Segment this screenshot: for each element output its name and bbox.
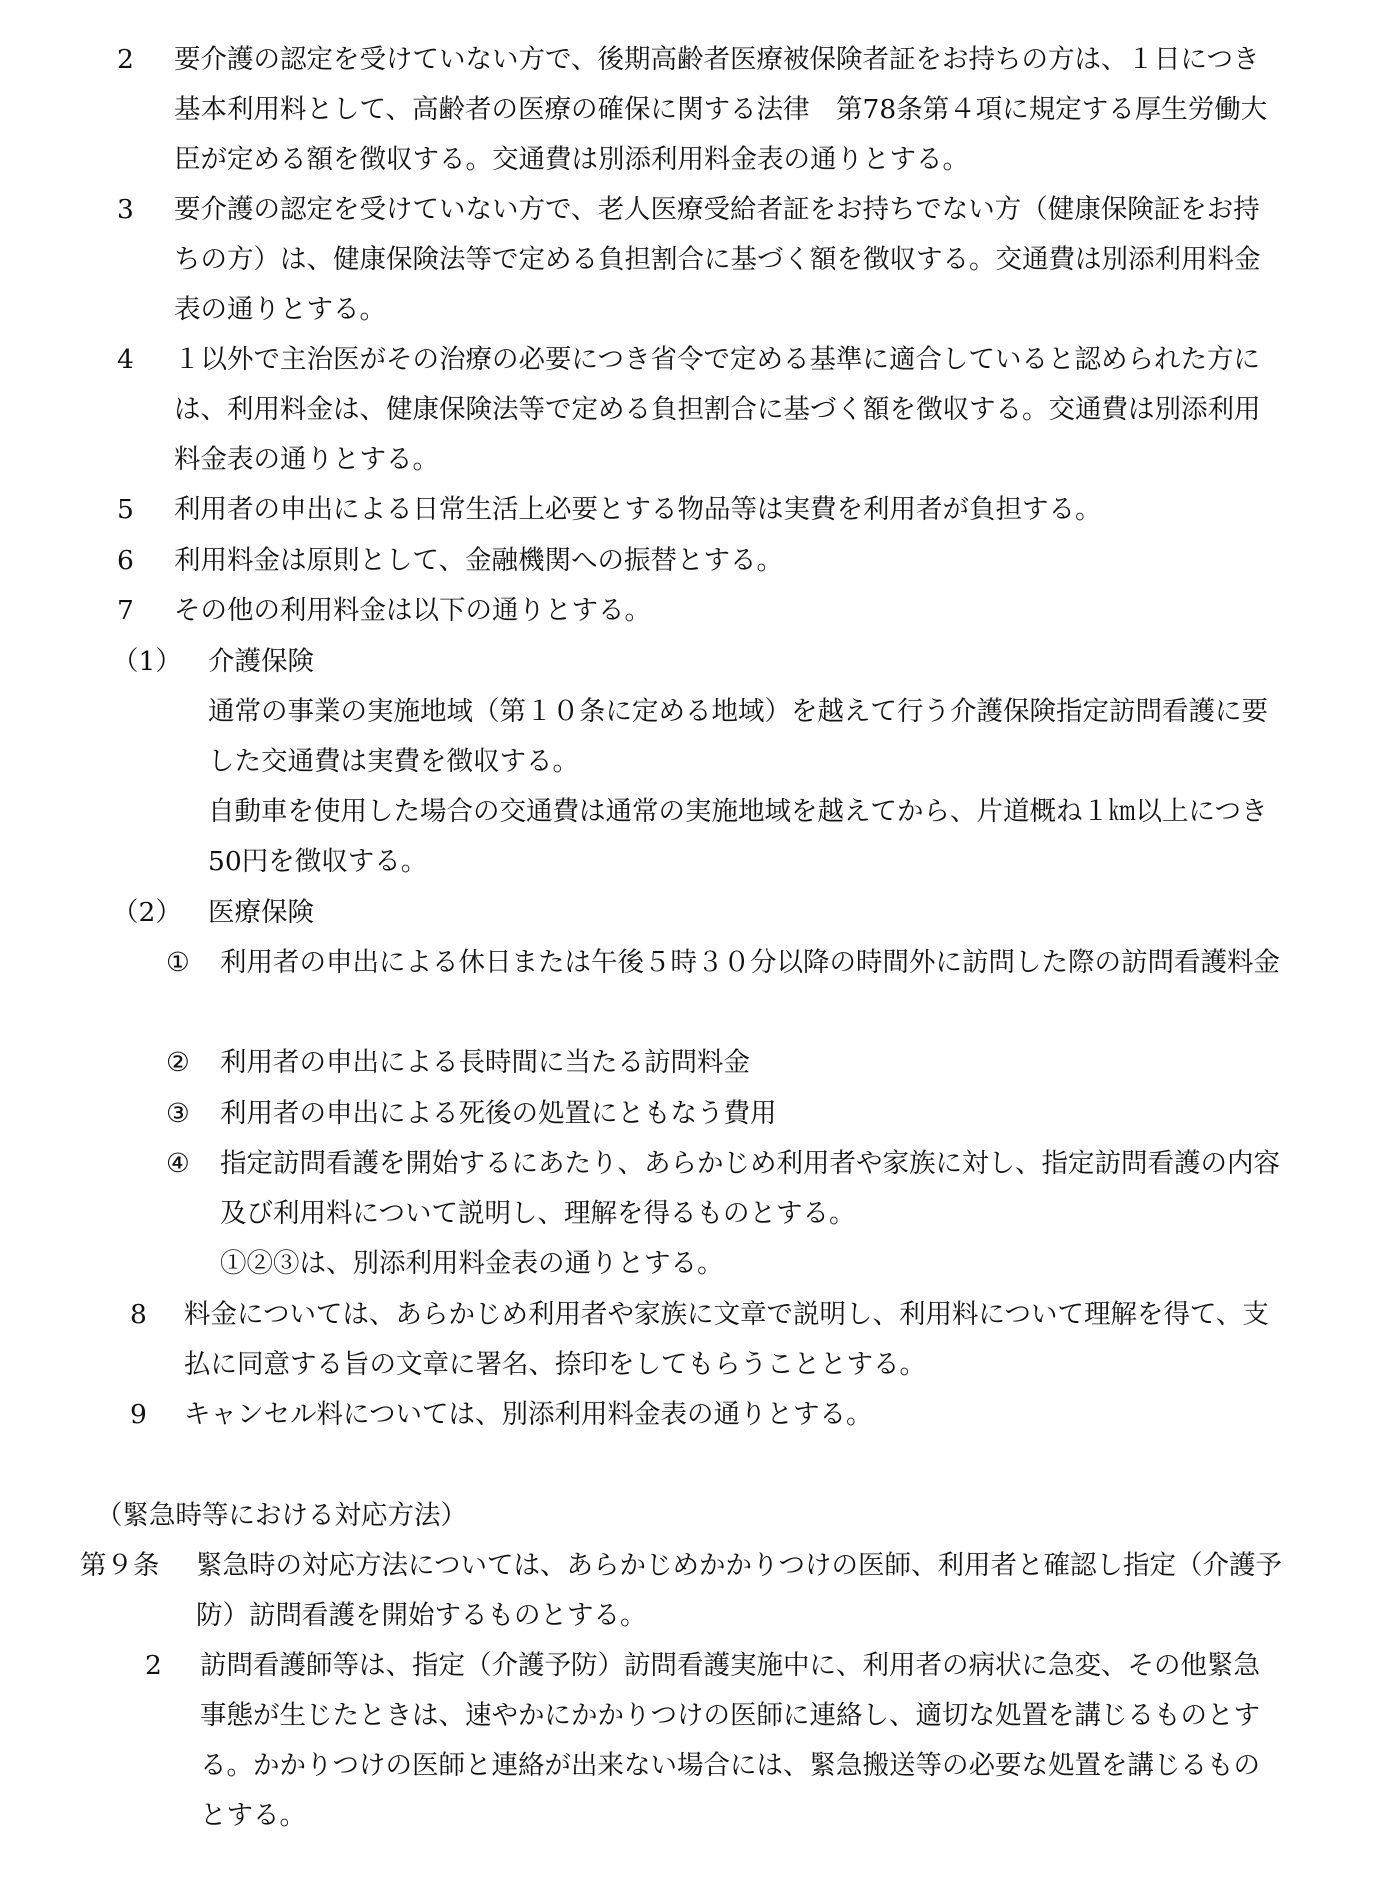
circled-number: ①	[166, 947, 190, 978]
clause-text: 利用者の申出による日常生活上必要とする物品等は実費を利用者が負担する。	[174, 494, 1102, 525]
clause-number: 2	[117, 44, 134, 75]
clause-number: 4	[117, 344, 134, 375]
circled-items-note: ①②③は、別添利用料金表の通りとする。	[220, 1248, 724, 1279]
circled-item-4	[166, 1139, 1283, 1239]
clause-text: 利用料金は原則として、金融機関への振替とする。	[174, 545, 783, 576]
circled-number: ④	[166, 1148, 190, 1179]
circled-item-text: 利用者の申出による休日または午後５時３０分以降の時間外に訪問した際の訪問看護料金	[220, 947, 1280, 978]
subsection-1-paragraph-2: 自動車を使用した場合の交通費は通常の実施地域を越えてから、片道概ね１㎞以上につき50円を徴収する。	[208, 796, 1268, 877]
circled-item-2	[166, 1038, 1283, 1088]
article-9-heading: （緊急時等における対応方法）	[96, 1500, 467, 1531]
circled-item-text: 指定訪問看護を開始するにあたり、あらかじめ利用者や家族に対し、指定訪問看護の内容及び利用料について説明し、理解を得るものとする。	[220, 1148, 1280, 1229]
subsection-title: 医療保険	[208, 897, 314, 928]
article-9	[80, 1541, 1283, 1641]
circled-number: ②	[166, 1047, 190, 1078]
paragraph-text: 訪問看護師等は、指定（介護予防）訪問看護実施中に、利用者の病状に急変、その他緊急事態が生じたときは、速やかにかかりつけの医師に連絡し、適切な処置を講じるものとする。かかりつけの医師と連絡が出来ない場合には、緊急搬送等の必要な処置を講じるものとする。	[200, 1650, 1260, 1831]
clause-number: 8	[130, 1299, 147, 1330]
clause-2	[117, 35, 1283, 185]
clause-number: 9	[130, 1399, 147, 1430]
article-number: 第９条	[80, 1550, 160, 1581]
clause-number: 5	[117, 494, 134, 525]
clause-9	[130, 1390, 1283, 1440]
clause-text: キャンセル料については、別添利用料金表の通りとする。	[184, 1399, 873, 1430]
circled-number: ③	[166, 1098, 190, 1129]
clause-number: 3	[117, 194, 134, 225]
clause-4	[117, 335, 1283, 485]
article-9-paragraph-2	[145, 1641, 1283, 1841]
clause-number: 7	[117, 595, 134, 626]
subsection-title: 介護保険	[208, 646, 314, 677]
clause-number: 6	[117, 545, 134, 576]
subsection-number: （1）	[112, 646, 182, 677]
circled-item-text: 利用者の申出による死後の処置にともなう費用	[220, 1098, 777, 1129]
clause-6	[117, 536, 1283, 586]
subsection-1-paragraph-1: 通常の事業の実施地域（第１０条に定める地域）を越えて行う介護保険指定訪問看護に要した交通費は実費を徴収する。	[208, 696, 1268, 777]
subsection-2-heading	[112, 888, 1283, 938]
clause-7	[117, 586, 1283, 636]
circled-item-1	[166, 938, 1283, 988]
circled-item-3	[166, 1089, 1283, 1139]
clause-text: 要介護の認定を受けていない方で、老人医療受給者証をお持ちでない方（健康保険証をお持ちの方）は、健康保険法等で定める負担割合に基づく額を徴収する。交通費は別添利用料金表の通りとする。	[174, 194, 1261, 325]
clause-text: １以外で主治医がその治療の必要につき省令で定める基準に適合していると認められた方には、利用料金は、健康保険法等で定める負担割合に基づく額を徴収する。交通費は別添利用料金表の通りとする。	[174, 344, 1261, 475]
subsection-number: （2）	[112, 897, 182, 928]
circled-item-text: 利用者の申出による長時間に当たる訪問料金	[220, 1047, 750, 1078]
clause-5	[117, 485, 1283, 535]
clause-8	[130, 1290, 1283, 1390]
paragraph-number: 2	[145, 1650, 162, 1681]
clause-text: 料金については、あらかじめ利用者や家族に文章で説明し、利用料について理解を得て、支払に同意する旨の文章に署名、捺印をしてもらうこととする。	[184, 1299, 1269, 1380]
clause-text: 要介護の認定を受けていない方で、後期高齢者医療被保険者証をお持ちの方は、１日につき基本利用料として、高齢者の医療の確保に関する法律 第78条第４項に規定する厚生労働大臣が定める額を徴収する。交通費は別添利用料金表の通りとする。	[174, 44, 1268, 175]
article-text: 緊急時の対応方法については、あらかじめかかりつけの医師、利用者と確認し指定（介護予防）訪問看護を開始するものとする。	[196, 1550, 1282, 1631]
clause-text: その他の利用料金は以下の通りとする。	[174, 595, 651, 626]
subsection-1-heading	[112, 637, 1283, 687]
clause-3	[117, 185, 1283, 335]
